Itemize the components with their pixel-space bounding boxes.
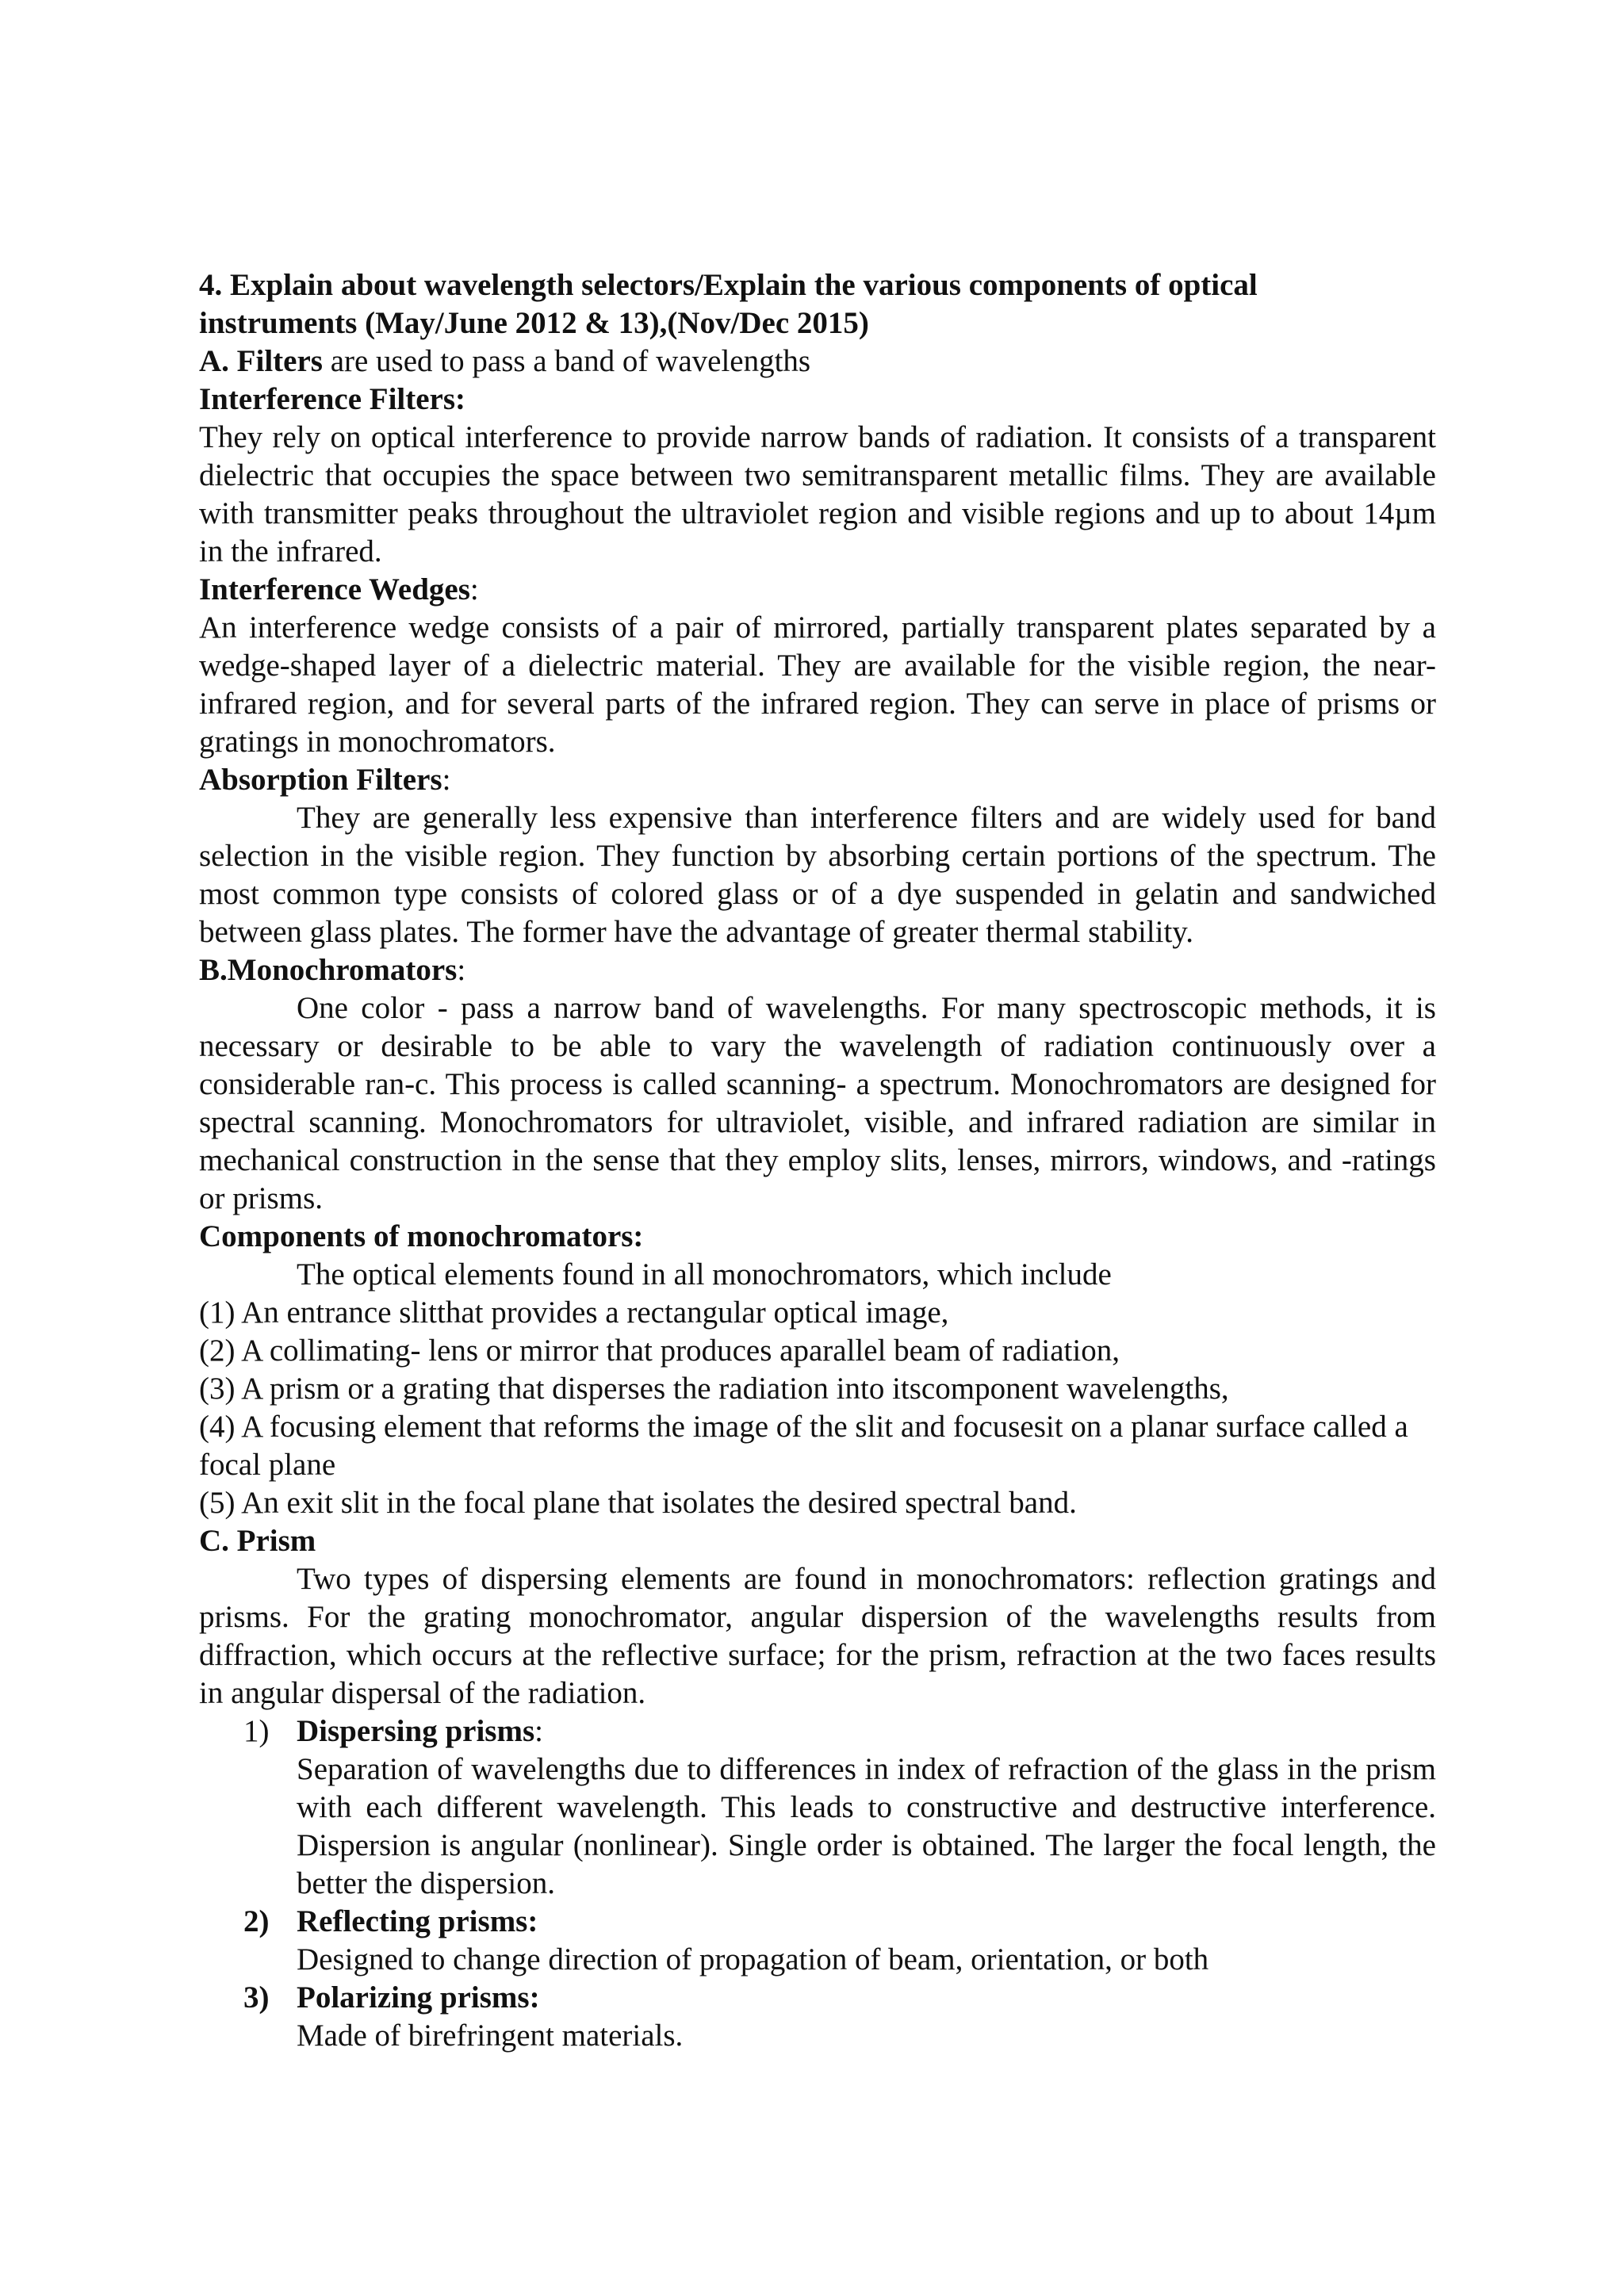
component-item: (5) An exit slit in the focal plane that isolates the desired spectral band. [199, 1486, 1077, 1520]
interference-wedges-colon: : [469, 572, 479, 607]
interference-wedges-heading-line [199, 571, 1436, 609]
components-heading: Components of monochromators: [199, 1219, 644, 1253]
list-item-title-line [297, 1712, 1436, 1751]
list-item-title-line [297, 1903, 1436, 1941]
document-page [199, 266, 1436, 2055]
list-item-title: Dispersing prisms [297, 1714, 535, 1748]
question-title-line-2: instruments (May/June 2012 & 13),(Nov/Dec 2015) [199, 306, 869, 340]
components-intro: The optical elements found in all monochromators, which include [297, 1257, 1112, 1292]
filters-intro [199, 342, 1436, 381]
interference-filters-heading: Interference Filters: [199, 382, 466, 416]
question-title-line-1: 4. Explain about wavelength selectors/Explain the various components of optical [199, 268, 1258, 302]
question-title [199, 266, 1436, 342]
interference-wedges-heading: Interference Wedges [199, 572, 470, 607]
list-number: 1) [243, 1714, 270, 1748]
prism-body: Two types of dispersing elements are found in monochromators: reflection gratings and prisms. For the grating monochromator, angular dispersion of the wavelengths results from diffraction, which occurs at the reflective surface; for the prism, refraction at the two faces results in angular dispersal of the radiation. [199, 1562, 1436, 1710]
monochromators-body: One color - pass a narrow band of wavelengths. For many spectroscopic methods, it is necessary or desirable to be able to vary the wavelength of radiation continuously over a considerable ran-c. This process is called scanning- a spectrum. Monochromators are designed for spectral scanning. Monochromators for ultraviolet, visible, and infrared radiation are similar in mechanical construction in the sense that they employ slits, lenses, mirrors, windows, and -ratings or prisms. [199, 991, 1436, 1215]
list-item-body: Separation of wavelengths due to differences in index of refraction of the glass in the prism with each different wavelength. This leads to constructive and destructive interference. Dispersion is angular (nonlinear). Single order is obtained. The larger the focal length, the better the dispersion. [297, 1752, 1436, 1900]
list-item-title: Reflecting prisms: [297, 1904, 538, 1938]
prism-types-list [199, 1712, 1436, 2055]
absorption-filters-colon: : [442, 763, 451, 797]
component-item: (1) An entrance slitthat provides a rectangular optical image, [199, 1295, 949, 1330]
list-item-title: Polarizing prisms: [297, 1980, 540, 2015]
monochromators-heading-line [199, 951, 1436, 989]
interference-wedges-body: An interference wedge consists of a pair of mirrored, partially transparent plates separated by a wedge-shaped layer of a dielectric material. They are available for the visible region, the near-infrared region, and for several parts of the infrared region. They can serve in place of prisms or gratings in monochromators. [199, 610, 1436, 759]
monochromators-colon: : [457, 953, 466, 987]
component-item: (4) A focusing element that reforms the image of the slit and focusesit on a planar surface called a focal plane [199, 1410, 1408, 1482]
prism-heading: C. Prism [199, 1524, 316, 1558]
absorption-filters-heading: Absorption Filters [199, 763, 442, 797]
list-number: 2) [243, 1904, 270, 1938]
component-item: (3) A prism or a grating that disperses the radiation into itscomponent wavelengths, [199, 1372, 1229, 1406]
component-item: (2) A collimating- lens or mirror that produces aparallel beam of radiation, [199, 1334, 1120, 1368]
list-item [199, 1903, 1436, 1979]
interference-filters-body: They rely on optical interference to provide narrow bands of radiation. It consists of a transparent dielectric that occupies the space between two semitransparent metallic films. They are available with transmitter peaks throughout the ultraviolet region and visible regions and up to about 14µm in the infrared. [199, 420, 1436, 568]
list-item [199, 1712, 1436, 1903]
absorption-filters-body: They are generally less expensive than interference filters and are widely used for band selection in the visible region. They function by absorbing certain portions of the spectrum. The most common type consists of colored glass or of a dye suspended in gelatin and sandwiched between glass plates. The former have the advantage of greater thermal stability. [199, 801, 1436, 949]
filters-text: are used to pass a band of wavelengths [322, 344, 811, 378]
list-item-title-line [297, 1979, 1436, 2017]
list-item-body: Designed to change direction of propagation of beam, orientation, or both [297, 1942, 1209, 1976]
list-item [199, 1979, 1436, 2055]
absorption-filters-heading-line [199, 761, 1436, 799]
list-item-body: Made of birefringent materials. [297, 2019, 684, 2053]
filters-label: A. Filters [199, 344, 323, 378]
list-number: 3) [243, 1980, 270, 2015]
list-item-suffix: : [534, 1714, 543, 1748]
monochromators-heading: B.Monochromators [199, 953, 458, 987]
